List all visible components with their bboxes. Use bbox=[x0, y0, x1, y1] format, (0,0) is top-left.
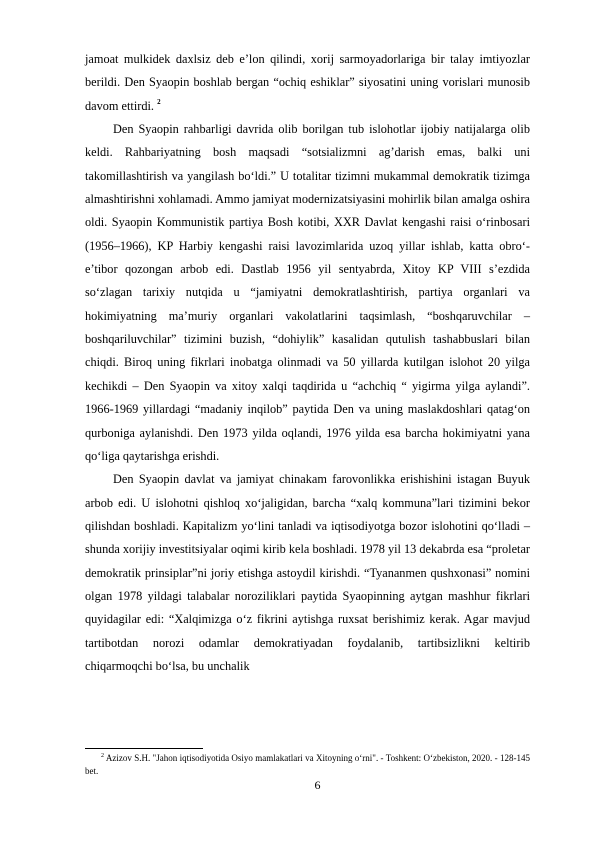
paragraph-1 bbox=[85, 48, 530, 118]
footnote-text: Azizov S.H. "Jahon iqtisodiyotida Osiyo mamlakatlari va Xitoyning o‘rni". - Toshkent: O‘zbekiston, 2020. - 128-145 bet. bbox=[85, 753, 530, 776]
paragraph-1-text: jamoat mulkidek daxlsiz deb e’lon qilindi, xorij sarmoyadorlariga bir talay imtiyozlar berildi. Den Syaopin boshlab bergan “ochiq eshiklar” siyosatini uning vorislari munosib davom ettirdi. bbox=[85, 52, 530, 113]
paragraph-2: Den Syaopin rahbarligi davrida olib borilgan tub islohotlar ijobiy natijalarga olib keldi. Rahbariyatning bosh maqsadi “sotsializmni ag’darish emas, balki uni takomillashtirish va yangilash bo‘ldi.” U totalitar tizimni mukammal demokratik tizimga almashtirishni xohlamadi. Ammo jamiyat modernizatsiyasini mohirlik bilan amalga oshira oldi. Syaopin Kommunistik partiya Bosh kotibi, XXR Davlat kengashi raisi o‘rinbosari (1956–1966), KP Harbiy kengashi raisi lavozimlarida uzoq yillar ishlab, katta obro‘-e’tibor qozongan arbob edi. Dastlab 1956 yil sentyabrda, Xitoy KP VIII s’ezdida so‘zlagan tarixiy nutqida u “jamiyatni demokratlashtirish, partiya organlari va hokimiyatning ma’muriy organlari vakolatlarini taqsimlash, “boshqaruvchilar – boshqariluvchilar” tizimini buzish, “dohiylik” kasalidan qutulish tashabbuslari bilan chiqdi. Biroq uning fikrlari inobatga olinmadi va 50 yillarda kutilgan islohot 20 yilga kechikdi – Den Syaopin va xitoy xalqi taqdirida u “achchiq “ yigirma yilga aylandi”. 1966-1969 yillardagi “madaniy inqilob” paytida Den va uning maslakdoshlari qatag‘on qurboniga aylanishdi. Den 1973 yilda oqlandi, 1976 yilda esa barcha hokimiyatni yana qo‘liga qaytarishga erishdi. bbox=[85, 122, 530, 463]
footnote-separator bbox=[85, 748, 203, 749]
body-text bbox=[85, 48, 530, 678]
footnote-reference[interactable]: 2 bbox=[157, 97, 161, 106]
page-number: 6 bbox=[314, 778, 321, 792]
footnote-number: 2 bbox=[101, 753, 104, 759]
footnote bbox=[85, 752, 530, 778]
paragraph-3: Den Syaopin davlat va jamiyat chinakam farovonlikka erishishini istagan Buyuk arbob edi. U islohotni qishloq xo‘jaligidan, barcha “xalq kommuna”lari tizimini bekor qilishdan boshladi. Kapitalizm yo‘lini tanladi va iqtisodiyotga bozor islohotini qo‘lladi – shunda xorijiy investitsiyalar oqimi kirib kela boshladi. 1978 yil 13 dekabrda esa “proletar demokratik prinsiplar”ni joriy etishga astoydil kirishdi. “Tyananmen qushxonasi” nomini olgan 1978 yildagi talabalar noroziliklari paytida Syaopinning aytgan mashhur fikrlari quyidagilar edi: “Xalqimizga o‘z fikrini aytishga ruxsat berishimiz kerak. Agar mavjud tartibotdan norozi odamlar demokratiyadan foydalanib, tartibsizlikni keltirib chiqarmoqchi bo‘lsa, bu unchalik bbox=[85, 472, 530, 673]
